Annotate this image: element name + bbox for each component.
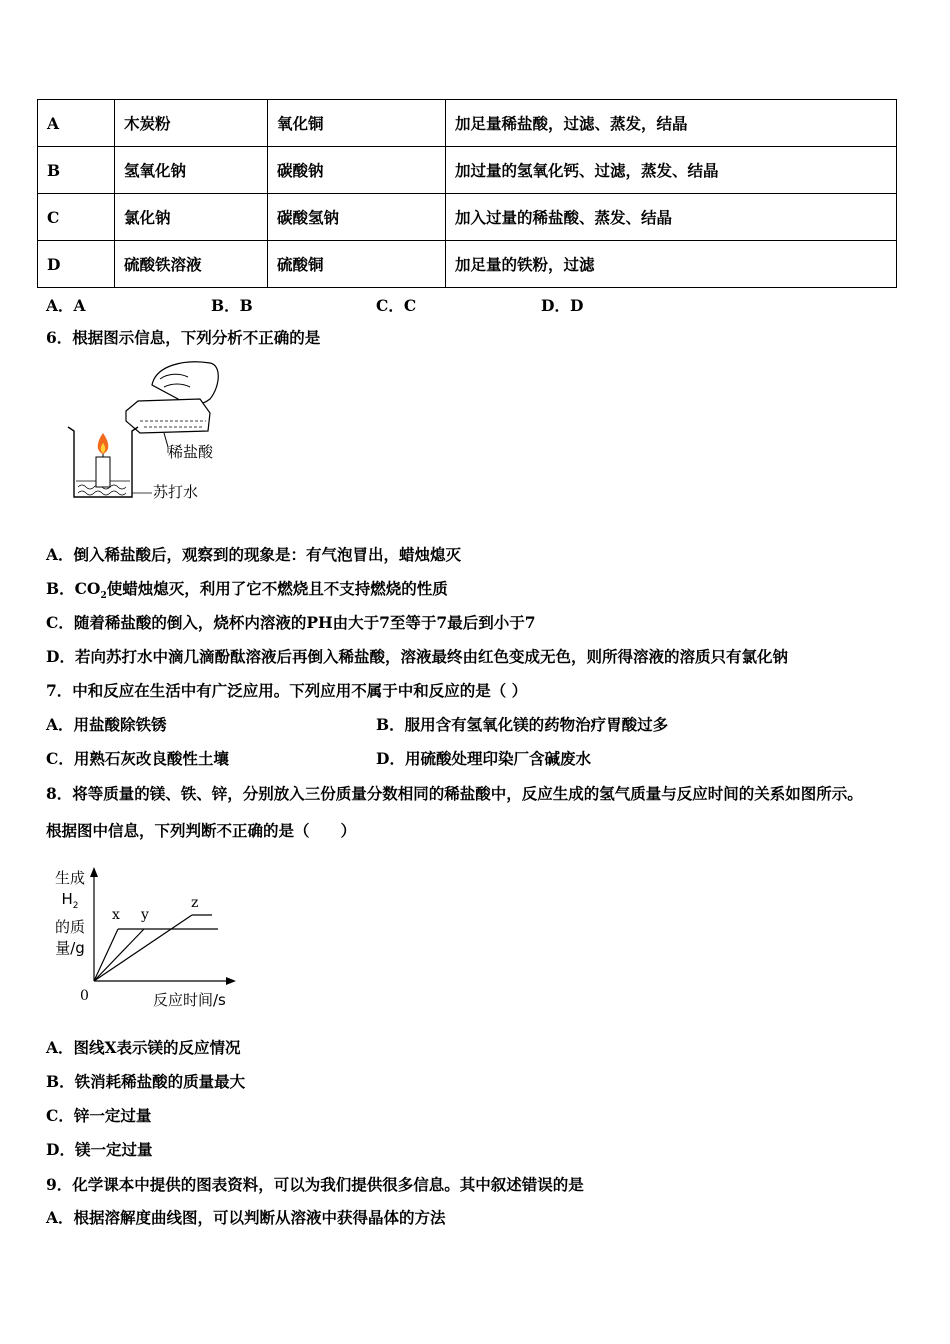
question-8-stem-1: 8．将等质量的镁、铁、锌，分别放入三份质量分数相同的稀盐酸中，反应生成的氢气质量与反应时间的关系如图所示。	[46, 784, 863, 803]
question-8-stem-2: 根据图中信息，下列判断不正确的是（ ）	[46, 821, 357, 840]
substance-cell: 硫酸铁溶液	[115, 241, 268, 288]
q8-option-c[interactable]: C．锌一定过量	[46, 1106, 152, 1125]
q9-option-a[interactable]: A．根据溶解度曲线图，可以判断从溶液中获得晶体的方法	[46, 1208, 446, 1227]
graph-y-arrow	[90, 867, 98, 877]
q6-option-b-subscript: 2	[100, 591, 107, 602]
graph-y-label-line: 的质	[54, 918, 85, 936]
substance-cell: 木炭粉	[115, 100, 268, 147]
graph-y-label-line: 生成	[54, 869, 85, 887]
graph-y-label-subscript: 2	[72, 901, 79, 911]
substance-cell: 氯化钠	[115, 194, 268, 241]
row-label: B	[38, 147, 115, 194]
row-label: A	[38, 100, 115, 147]
q6-option-b-suffix: 使蜡烛熄灭，利用了它不燃烧且不支持燃烧的性质	[106, 579, 448, 598]
impurity-cell: 碳酸氢钠	[268, 194, 446, 241]
graph-x-label: 反应时间/s	[153, 991, 226, 1009]
graph-y-label-line: $H_2$	[61, 890, 79, 911]
table-row	[38, 194, 897, 241]
curve-x-label: x	[112, 907, 120, 923]
method-cell: 加过量的氢氧化钙、过滤，蒸发、结晶	[446, 147, 897, 194]
question-7-stem: 7．中和反应在生活中有广泛应用。下列应用不属于中和反应的是（ ）	[46, 681, 528, 700]
table-row	[38, 241, 897, 288]
q8-option-a[interactable]: A．图线X表示镁的反应情况	[46, 1038, 241, 1057]
row-label: C	[38, 194, 115, 241]
q7-option-a[interactable]: A．用盐酸除铁锈	[46, 715, 167, 734]
q6-option-b-prefix: B．CO	[46, 579, 101, 598]
curve-y-label: y	[141, 907, 149, 923]
separation-table	[37, 99, 897, 288]
answer-option-a[interactable]: A．A	[46, 296, 86, 315]
graph-y-label	[52, 868, 88, 959]
q7-option-c[interactable]: C．用熟石灰改良酸性土壤	[46, 749, 229, 768]
answer-option-d[interactable]: D．D	[541, 296, 584, 315]
q6-option-b[interactable]	[46, 579, 448, 606]
table-row	[38, 147, 897, 194]
q6-option-d[interactable]: D．若向苏打水中滴几滴酚酞溶液后再倒入稀盐酸，溶液最终由红色变成无色，则所得溶液的溶质只有氯化钠	[46, 647, 788, 666]
candle-beaker-figure	[60, 355, 240, 515]
q7-option-b[interactable]: B．服用含有氢氧化镁的药物治疗胃酸过多	[376, 715, 669, 734]
answer-option-b[interactable]: B．B	[211, 296, 253, 315]
graph-y-label-line: 量/g	[55, 939, 85, 957]
substance-cell: 氢氧化钠	[115, 147, 268, 194]
impurity-cell: 氧化铜	[268, 100, 446, 147]
method-cell: 加足量的铁粉，过滤	[446, 241, 897, 288]
soda-water-label: 苏打水	[153, 483, 199, 501]
graph-origin-label: 0	[80, 988, 89, 1004]
curve-z-label: z	[191, 895, 199, 911]
answer-option-c[interactable]: C．C	[376, 296, 417, 315]
table-row	[38, 100, 897, 147]
method-cell: 加足量稀盐酸，过滤、蒸发，结晶	[446, 100, 897, 147]
row-label: D	[38, 241, 115, 288]
q7-option-d[interactable]: D．用硫酸处理印染厂含碱废水	[376, 749, 591, 768]
impurity-cell: 硫酸铜	[268, 241, 446, 288]
curve-y	[94, 929, 144, 981]
impurity-cell: 碳酸钠	[268, 147, 446, 194]
q8-option-d[interactable]: D．镁一定过量	[46, 1140, 153, 1159]
q6-option-c[interactable]: C．随着稀盐酸的倒入，烧杯内溶液的PH由大于7至等于7最后到小于7	[46, 613, 536, 632]
acid-label: 稀盐酸	[168, 443, 214, 461]
method-cell: 加入过量的稀盐酸、蒸发、结晶	[446, 194, 897, 241]
question-9-stem: 9．化学课本中提供的图表资料，可以为我们提供很多信息。其中叙述错误的是	[46, 1175, 584, 1194]
q6-option-a[interactable]: A．倒入稀盐酸后，观察到的现象是：有气泡冒出，蜡烛熄灭	[46, 545, 462, 564]
graph-x-arrow	[226, 977, 236, 985]
q8-option-b[interactable]: B．铁消耗稀盐酸的质量最大	[46, 1072, 246, 1091]
question-6-stem: 6．根据图示信息，下列分析不正确的是	[46, 328, 321, 347]
